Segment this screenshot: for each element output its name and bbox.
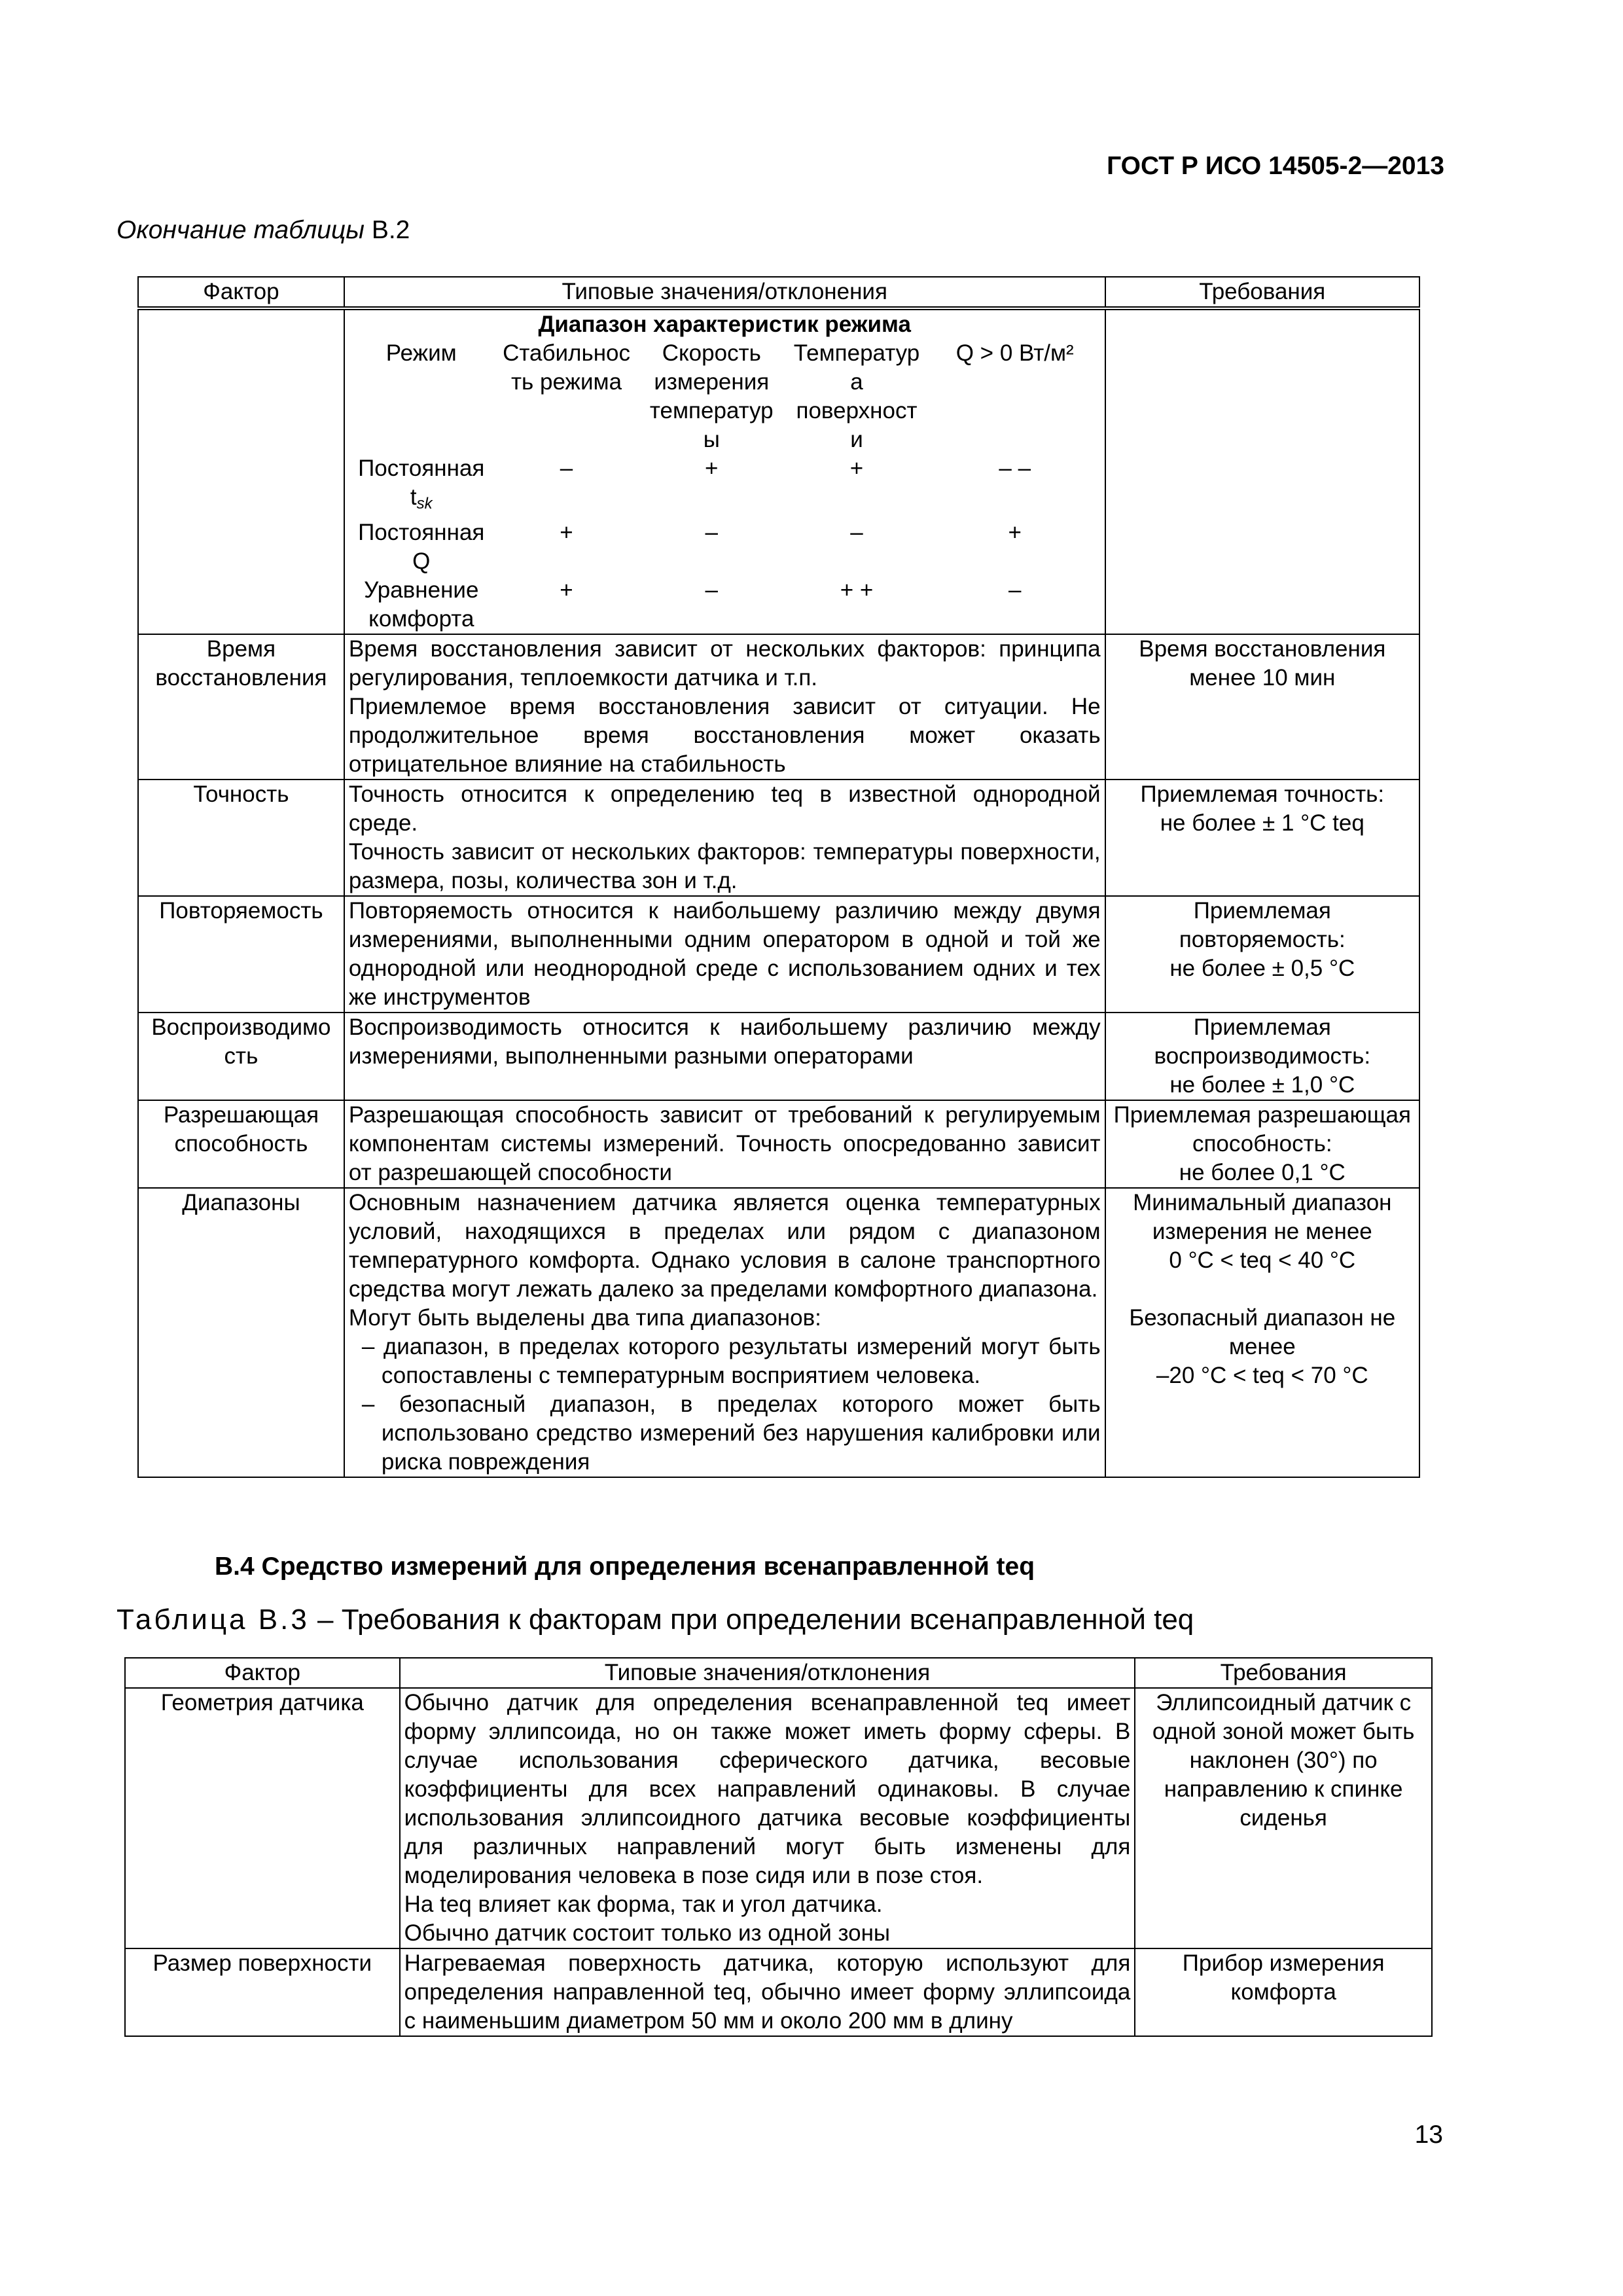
mode-name: Постоянная Q xyxy=(358,520,485,574)
list-item: – диапазон, в пределах которого результаты измерений могут быть сопоставлены с температурным восприятием человека. xyxy=(361,1334,1101,1388)
mode-grid-row xyxy=(349,518,1101,576)
page-header: ГОСТ Р ИСО 14505-2—2013 xyxy=(1107,152,1444,180)
values-cell: Нагреваемая поверхность датчика, которую используют для определения направленной teq, обычно имеет форму эллипсоида с наименьшим диаметром 50 мм и около 200 мм в длину xyxy=(400,1948,1135,2036)
mode-grid-row xyxy=(349,576,1101,634)
table-b3 xyxy=(124,1657,1433,2037)
table-continuation-caption xyxy=(116,216,410,245)
table-b3-caption xyxy=(116,1604,1194,1636)
table-row xyxy=(138,1100,1419,1188)
column-header-requirements: Требования xyxy=(1135,1658,1432,1688)
mode-value: + xyxy=(705,456,719,481)
column-header-values: Типовые значения/отклонения xyxy=(400,1658,1135,1688)
mode-ranges-cell xyxy=(344,308,1105,634)
mode-value: – – xyxy=(999,456,1031,481)
mode-value: – xyxy=(1008,577,1022,603)
mode-value: – xyxy=(705,577,718,603)
table-row xyxy=(125,1948,1432,2036)
table-row xyxy=(138,1188,1419,1477)
table-row xyxy=(138,634,1419,780)
values-cell: Повторяемость относится к наибольшему различию между двумя измерениями, выполненными одним оператором в одной и той же однородной или неоднородной среде с использованием одних и тех же инструментов xyxy=(344,896,1105,1013)
values-cell: Время восстановления зависит от нескольких факторов: принципа регулирования, теплоемкости датчика и т.п. Приемлемое время восстановления зависит от ситуации. Не продолжительное время восстановления может оказать отрицательное влияние на стабильность xyxy=(344,634,1105,780)
mode-header-heat-flux: Q > 0 Вт/м² xyxy=(955,340,1074,366)
list-item: – безопасный диапазон, в пределах которого может быть использовано средство измерений без нарушения калибровки или риска повреждения xyxy=(361,1391,1101,1475)
table-row xyxy=(138,1013,1419,1100)
continuation-prefix: Окончание таблицы xyxy=(116,216,365,244)
factor-cell: Точность xyxy=(138,780,344,896)
mode-header-stability: Стабильнос ть режима xyxy=(503,340,630,395)
column-header-factor: Фактор xyxy=(125,1658,400,1688)
values-cell: Основным назначением датчика является оценка температурных условий, находящихся в пределах или рядом с диапазоном температурного комфорта. Однако условия в салоне транспортного средства могут лежать далеко за пределами комфортного диапазона. Могут быть выделены два типа диапазонов: – диапазон, в пределах которого результаты измерений могут быть сопоставлены с температурным восприятием человека. – безопасный диапазон, в пределах которого может быть использовано средство измерений без нарушения калибровки или риска повреждения xyxy=(344,1188,1105,1477)
mode-header-surface-temp: Температур а поверхност и xyxy=(793,340,920,452)
mode-header-speed: Скорость измерения температур ы xyxy=(649,340,774,452)
table-b3-header-row xyxy=(125,1658,1432,1688)
factor-cell: Диапазоны xyxy=(138,1188,344,1477)
mode-value: + xyxy=(849,456,864,481)
factor-cell: Повторяемость xyxy=(138,896,344,1013)
table-row-mode-ranges xyxy=(138,308,1419,634)
table-b2-header-row xyxy=(138,277,1419,308)
mode-grid-header xyxy=(349,339,1101,454)
requirement-cell: Приемлемая повторяемость: не более ± 0,5 °C xyxy=(1105,896,1419,1013)
requirement-cell: Эллипсоидный датчик с одной зоной может быть наклонен (30°) по направлению к спинке сиденья xyxy=(1135,1688,1432,1948)
mode-value: – xyxy=(705,520,718,545)
factor-cell xyxy=(138,308,344,634)
continuation-ref: В.2 xyxy=(371,216,410,244)
factor-cell: Время восстановления xyxy=(138,634,344,780)
mode-grid-row xyxy=(349,454,1101,518)
mode-header-mode: Режим xyxy=(385,340,457,366)
table-b3-caption-label: Таблица В.3 xyxy=(116,1604,310,1636)
factor-cell: Разрешающая способность xyxy=(138,1100,344,1188)
column-header-requirements: Требования xyxy=(1105,277,1419,308)
page-number: 13 xyxy=(1414,2121,1443,2149)
section-b4-title: В.4 Средство измерений для определения всенаправленной teq xyxy=(215,1552,1035,1581)
table-b3-caption-text: – Требования к факторам при определении всенаправленной teq xyxy=(317,1604,1194,1636)
mode-value: + xyxy=(560,520,573,545)
factor-cell: Геометрия датчика xyxy=(125,1688,400,1948)
requirement-cell: Время восстановления менее 10 мин xyxy=(1105,634,1419,780)
values-cell: Разрешающая способность зависит от требований к регулируемым компонентам системы измерений. Точность опосредованно зависит от разрешающей способности xyxy=(344,1100,1105,1188)
mode-value: + xyxy=(1008,520,1022,545)
mode-name: Уравнение комфорта xyxy=(364,577,479,632)
column-header-values: Типовые значения/отклонения xyxy=(344,277,1105,308)
mode-value: – xyxy=(850,520,863,545)
table-row xyxy=(138,780,1419,896)
column-header-factor: Фактор xyxy=(138,277,344,308)
requirement-cell: Приемлемая разрешающая способность: не более 0,1 °C xyxy=(1105,1100,1419,1188)
requirement-cell: Минимальный диапазон измерения не менее 0 °C < teq < 40 °C Безопасный диапазон не менее –20 °C < teq < 70 °C xyxy=(1105,1188,1419,1477)
values-cell: Воспроизводимость относится к наибольшему различию между измерениями, выполненными разными операторами xyxy=(344,1013,1105,1100)
mode-value: – xyxy=(560,456,573,481)
values-cell: Точность относится к определению teq в известной однородной среде. Точность зависит от нескольких факторов: температуры поверхности, размера, позы, количества зон и т.д. xyxy=(344,780,1105,896)
requirement-cell: Прибор измерения комфорта xyxy=(1135,1948,1432,2036)
requirement-cell: Приемлемая точность: не более ± 1 °C teq xyxy=(1105,780,1419,896)
mode-value: + + xyxy=(840,577,874,603)
requirement-cell xyxy=(1105,308,1419,634)
table-b2 xyxy=(137,276,1420,1478)
requirement-cell: Приемлемая воспроизводимость: не более ± 1,0 °C xyxy=(1105,1013,1419,1100)
mode-value: + xyxy=(560,577,573,603)
values-cell: Обычно датчик для определения всенаправленной teq имеет форму эллипсоида, но он также может иметь форму сферы. В случае использования сферического датчика, весовые коэффициенты для всех направлений одинаковы. В случае использования эллипсоидного датчика весовые коэффициенты для различных направлений могут быть изменены для моделирования человека в позе сидя или в позе стоя. На teq влияет как форма, так и угол датчика. Обычно датчик состоит только из одной зоны xyxy=(400,1688,1135,1948)
factor-cell: Размер поверхности xyxy=(125,1948,400,2036)
factor-cell: Воспроизводимо сть xyxy=(138,1013,344,1100)
table-row xyxy=(138,896,1419,1013)
mode-ranges-title: Диапазон характеристик режима xyxy=(538,312,911,337)
table-row xyxy=(125,1688,1432,1948)
mode-ranges-grid xyxy=(349,339,1101,634)
mode-name: Постоянная $t_{sk}$ xyxy=(358,456,485,512)
